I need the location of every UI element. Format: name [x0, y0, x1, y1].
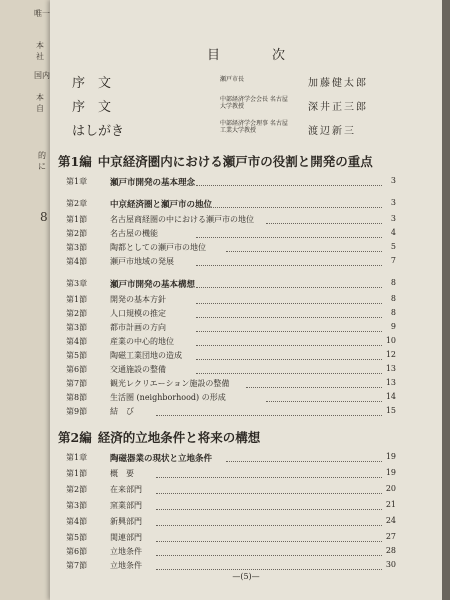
entry-title: 陶磁器業の現状と立地条件 [110, 454, 213, 464]
entry-page: 10 [385, 336, 396, 345]
preface-line [50, 96, 442, 116]
dot-leader [196, 359, 382, 360]
dot-leader [156, 525, 382, 526]
dot-leader [196, 373, 382, 374]
entry-number: 第5節 [66, 351, 88, 360]
toc-entry [66, 500, 396, 514]
entry-page: 27 [385, 532, 396, 541]
entry-title: 名古屋の機能 [110, 229, 158, 238]
preface-label: はしがき [72, 124, 125, 139]
entry-page: 14 [385, 392, 396, 401]
entry-title: 瀬戸市開発の基本理念 [110, 178, 196, 188]
entry-number: 第1章 [66, 453, 88, 462]
toc-entry [66, 322, 396, 336]
entry-title: 生活圏 (neighborhood) の形成 [110, 393, 226, 402]
preface-affiliation: 中部経済学会理事 名古屋工業大学教授 [220, 120, 288, 134]
facing-page-strip [0, 0, 50, 600]
entry-page: 3 [390, 214, 396, 223]
entry-title: 窯業部門 [110, 501, 142, 510]
entry-page: 30 [385, 560, 396, 569]
facing-page-fragment: 唯一 [34, 9, 50, 18]
toc-entry [66, 378, 396, 392]
entry-number: 第4節 [66, 517, 88, 526]
preface-label: 序 文 [72, 100, 112, 115]
entry-number: 第3節 [66, 243, 88, 252]
dot-leader [156, 541, 382, 542]
entry-title: 開発の基本方針 [110, 295, 166, 304]
toc-entry [66, 242, 396, 256]
entry-number: 第1章 [66, 177, 88, 186]
facing-page-fragment: 本自 [36, 93, 44, 113]
dot-leader [196, 237, 382, 238]
dot-leader [196, 265, 382, 266]
dot-leader [226, 251, 382, 252]
dot-leader [156, 555, 382, 556]
entry-title: 立地条件 [110, 561, 142, 570]
dot-leader [156, 415, 382, 416]
entry-number: 第7節 [66, 561, 88, 570]
dot-leader [196, 331, 382, 332]
entry-number: 第1節 [66, 469, 88, 478]
entry-number: 第8節 [66, 393, 88, 402]
preface-affiliation: 中部経済学会会長 名古屋大学教授 [220, 96, 288, 110]
preface-author: 加藤健太郎 [308, 78, 368, 89]
toc-page [50, 0, 442, 600]
toc-entry [66, 214, 396, 228]
preface-author: 深井正三郎 [308, 102, 368, 113]
dot-leader [196, 287, 382, 288]
facing-page-fragment: 国内 [34, 71, 50, 80]
entry-number: 第6節 [66, 365, 88, 374]
entry-page: 13 [385, 378, 396, 387]
toc-entry [66, 364, 396, 378]
entry-title: 関連部門 [110, 533, 142, 542]
dot-leader [156, 569, 382, 570]
dot-leader [196, 317, 382, 318]
entry-page: 19 [385, 452, 396, 461]
dot-leader [196, 303, 382, 304]
entry-title: 概 要 [110, 469, 134, 478]
entry-page: 3 [390, 176, 396, 185]
entry-page: 4 [390, 228, 396, 237]
toc-entry [66, 228, 396, 242]
toc-entry [66, 308, 396, 322]
entry-number: 第1節 [66, 215, 88, 224]
dot-leader [196, 185, 382, 186]
toc-entry [66, 278, 396, 292]
toc-entry [66, 294, 396, 308]
entry-title: 在来部門 [110, 485, 142, 494]
entry-title: 人口規模の推定 [110, 309, 166, 318]
entry-page: 5 [390, 242, 396, 251]
facing-page-fragment: 本社 [36, 41, 44, 61]
entry-number: 第6節 [66, 547, 88, 556]
part-number: 第2編 [58, 430, 92, 445]
part-title: 経済的立地条件と将来の構想 [97, 430, 261, 445]
toc-entry [66, 392, 396, 406]
toc-entry [66, 176, 396, 190]
dot-leader [246, 387, 382, 388]
entry-number: 第3節 [66, 323, 88, 332]
dot-leader [156, 477, 382, 478]
entry-number: 第4節 [66, 257, 88, 266]
entry-page: 21 [385, 500, 396, 509]
part-number: 第1編 [58, 154, 92, 169]
preface-line [50, 72, 442, 92]
entry-number: 第1節 [66, 295, 88, 304]
entry-title: 観光レクリエーション施設の整備 [110, 379, 230, 388]
preface-affiliation: 瀬戸市長 [220, 76, 245, 83]
entry-number: 第4節 [66, 337, 88, 346]
book-edge [442, 0, 450, 600]
preface-line [50, 120, 442, 140]
entry-title: 産業の中心的地位 [110, 337, 174, 346]
entry-title: 中京経済圏と瀬戸市の地位 [110, 200, 213, 210]
dot-leader [156, 509, 382, 510]
dot-leader [196, 207, 382, 208]
entry-page: 3 [390, 198, 396, 207]
entry-page: 19 [385, 468, 396, 477]
entry-page: 8 [390, 278, 396, 287]
entry-title: 立地条件 [110, 547, 142, 556]
entry-title: 瀬戸市地域の発展 [110, 257, 174, 266]
toc-entry [66, 516, 396, 530]
part-heading [58, 428, 260, 446]
entry-title: 結 び [110, 407, 134, 416]
part-heading [58, 152, 373, 170]
toc-entry [66, 484, 396, 498]
toc-entry [66, 532, 396, 546]
entry-number: 第5節 [66, 533, 88, 542]
toc-entry [66, 546, 396, 560]
toc-entry [66, 336, 396, 350]
entry-number: 第2章 [66, 199, 88, 208]
entry-page: 7 [390, 256, 396, 265]
entry-number: 第3章 [66, 279, 88, 288]
entry-number: 第2節 [66, 229, 88, 238]
dot-leader [266, 223, 382, 224]
toc-entry [66, 256, 396, 270]
entry-number: 第2節 [66, 309, 88, 318]
entry-title: 都市計画の方向 [110, 323, 166, 332]
toc-entry [66, 350, 396, 364]
toc-entry [66, 406, 396, 420]
dot-leader [196, 345, 382, 346]
page-number: —(5)— [232, 572, 260, 581]
entry-page: 8 [390, 294, 396, 303]
dot-leader [226, 461, 382, 462]
entry-title: 新興部門 [110, 517, 142, 526]
facing-page-fragment: 8 [40, 210, 48, 224]
part-title: 中京経済圏内における瀬戸市の役割と開発の重点 [97, 154, 373, 169]
entry-page: 13 [385, 364, 396, 373]
dot-leader [266, 401, 382, 402]
entry-number: 第7節 [66, 379, 88, 388]
entry-title: 交通施設の整備 [110, 365, 166, 374]
toc-entry [66, 198, 396, 212]
entry-page: 8 [390, 308, 396, 317]
entry-title: 陶磁工業団地の造成 [110, 351, 182, 360]
dot-leader [156, 493, 382, 494]
entry-title: 陶都としての瀬戸市の地位 [110, 243, 206, 252]
entry-number: 第2節 [66, 485, 88, 494]
page-title: 目次 [206, 48, 337, 63]
entry-title: 名古屋商経圏の中における瀬戸市の地位 [110, 215, 254, 224]
preface-label: 序 文 [72, 76, 112, 91]
toc-entry [66, 452, 396, 466]
entry-page: 24 [385, 516, 396, 525]
entry-page: 9 [390, 322, 396, 331]
entry-page: 28 [385, 546, 396, 555]
entry-page: 15 [385, 406, 396, 415]
entry-title: 瀬戸市開発の基本構想 [110, 280, 196, 290]
toc-entry [66, 468, 396, 482]
preface-author: 渡辺新三 [308, 126, 356, 137]
entry-number: 第9節 [66, 407, 88, 416]
entry-page: 12 [385, 350, 396, 359]
entry-page: 20 [385, 484, 396, 493]
entry-number: 第3節 [66, 501, 88, 510]
facing-page-fragment: 的に [38, 151, 46, 171]
